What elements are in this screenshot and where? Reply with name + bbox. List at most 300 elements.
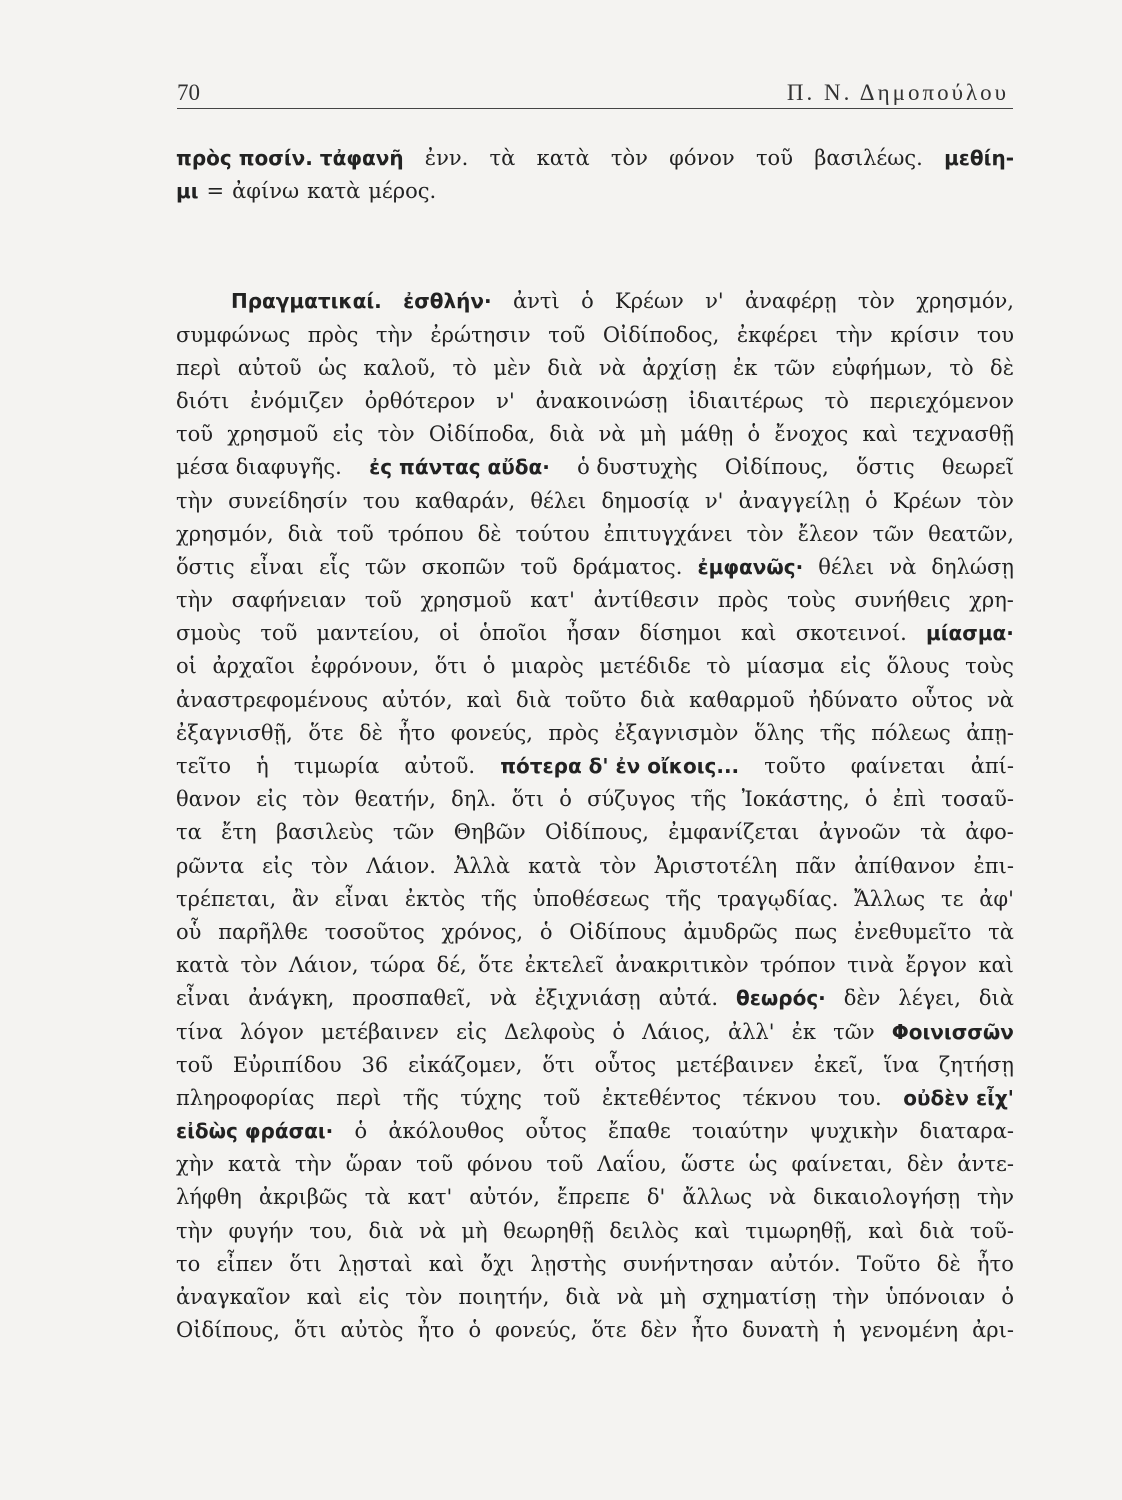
word: ἔργον	[905, 953, 967, 978]
word: Εὐριπίδου	[232, 1052, 342, 1077]
word: του	[362, 488, 400, 513]
word: φονεύς,	[450, 720, 533, 745]
word: θεωρηθῇ	[503, 1218, 594, 1243]
word: ἐκ	[791, 1019, 817, 1044]
word: διὰ	[640, 687, 676, 712]
lemma-term: Πραγματικαί.	[231, 289, 382, 314]
word: τοῦτο	[564, 687, 627, 712]
word: ὁ	[864, 787, 878, 812]
word: τὴν	[176, 588, 213, 613]
word: συνήντησαν	[622, 1251, 754, 1276]
word: δὲ	[477, 521, 502, 546]
word: τοὺς	[787, 588, 836, 613]
word: τὸν	[746, 521, 784, 546]
word: νὰ	[769, 1185, 796, 1210]
word: Λάιον,	[288, 953, 359, 978]
word: ἐκτελεῖ	[524, 953, 605, 978]
word: ἐκτεθέντος	[601, 1085, 722, 1110]
word: διότι	[176, 388, 230, 413]
word: διὰ	[919, 1218, 955, 1243]
word: τύχης	[460, 1085, 522, 1110]
word: τὴν	[294, 1152, 332, 1177]
word: κατὰ	[307, 179, 361, 204]
word: εἰς	[456, 1019, 487, 1044]
word: τῆς	[819, 720, 856, 745]
word: τὸ	[706, 654, 731, 679]
word: τοῦ	[755, 146, 793, 170]
word: τὸ	[824, 388, 849, 413]
word: τα	[176, 820, 202, 845]
word: τούτου	[515, 521, 590, 546]
word: θεατήν,	[354, 787, 436, 812]
word: τὸν	[610, 146, 648, 170]
word: ὁ	[1001, 1285, 1014, 1309]
word: τῆς	[402, 1085, 439, 1110]
word: μὴ	[659, 1285, 686, 1309]
word: ἐξαγνισθῇ,	[176, 720, 293, 745]
word: εὐφήμων,	[831, 355, 933, 380]
word: τοιαύτην	[691, 1119, 789, 1144]
word: Ἀριστοτέλη	[654, 853, 778, 878]
text-line	[176, 887, 1014, 920]
word: Κρέων	[892, 488, 962, 513]
word: ὡς	[748, 1152, 778, 1177]
word: ἦτο	[977, 1251, 1014, 1276]
word: ὅλους	[886, 654, 950, 679]
word: πρὸς	[717, 588, 769, 613]
word: λέγει,	[898, 986, 961, 1011]
word: διὰ	[978, 986, 1014, 1011]
word: γενομένη	[859, 1318, 959, 1343]
word: εἶναι	[249, 554, 304, 579]
word: του.	[838, 1085, 882, 1110]
word: τοσοῦτος	[324, 919, 425, 944]
word: συνήθεις	[854, 588, 951, 613]
word: ἐκ	[733, 355, 758, 380]
word: ὁποῖοι	[479, 621, 548, 646]
word: κατ'	[530, 588, 575, 613]
text-line	[176, 787, 1014, 820]
word: ἀναγκαῖον	[176, 1285, 291, 1309]
word: ἀναστρεφομένους	[176, 687, 369, 712]
text-line	[176, 146, 1014, 179]
word: λῃστὴς	[530, 1251, 607, 1276]
word: πως	[794, 919, 838, 944]
word: σμοὺς	[176, 621, 242, 646]
word: μέρος.	[368, 179, 437, 204]
word: τὴν	[176, 488, 213, 513]
word: τῆς	[665, 886, 702, 911]
word: ὅτι	[294, 1318, 327, 1343]
word: ὁ	[539, 919, 553, 944]
text-line	[176, 555, 1014, 588]
word: οὗ	[176, 919, 202, 944]
word: τὰ	[489, 146, 516, 170]
paragraph-gap	[176, 212, 1014, 289]
lemma-term: μι	[176, 179, 199, 204]
word: Οἰδίποδα,	[428, 422, 536, 447]
word: δίσημοι	[639, 621, 722, 646]
word: ἔπρεπε	[556, 1185, 630, 1210]
word: ἐφρόνουν,	[310, 654, 420, 679]
word: ὁ	[354, 1119, 368, 1144]
word: θανον	[176, 787, 241, 812]
word: ὅτε	[308, 720, 344, 745]
word: διαταρα-	[919, 1119, 1014, 1144]
word: δράματος.	[572, 554, 683, 579]
word: σύζυγος	[587, 787, 676, 812]
word: ὡς	[318, 355, 347, 380]
lemma-term: ἐς πάντας αὔδα·	[369, 455, 550, 480]
lemma-term: θεωρός·	[736, 986, 826, 1011]
word: φονεύς,	[495, 1318, 578, 1343]
word: Κρέων	[615, 289, 684, 314]
word: εἷς	[319, 554, 350, 579]
text-line	[176, 953, 1014, 986]
word: τὴν	[977, 1185, 1014, 1210]
word: οἱ	[439, 621, 460, 646]
word: ἔπαθε	[607, 1119, 671, 1144]
word: σκοτεινοί.	[795, 621, 907, 646]
word: εἶναι	[176, 986, 231, 1011]
word: νὰ	[489, 986, 517, 1011]
word: ἄλλως	[682, 1185, 753, 1210]
word: τῶν	[365, 554, 407, 579]
word: εἰς	[262, 853, 294, 878]
word: ἀφο-	[965, 820, 1014, 845]
word: ἦσαν	[566, 621, 621, 646]
text-line	[176, 986, 1014, 1019]
word: ἀντὶ	[512, 289, 560, 314]
word: εἰκάζομεν,	[408, 1052, 523, 1077]
word: χρόνος,	[441, 919, 524, 944]
word: ὥραν	[345, 1152, 403, 1177]
word: ν'	[705, 289, 724, 314]
word: αὐτόν,	[382, 687, 453, 712]
word: ἐπὶ	[892, 787, 927, 812]
word: ρῶντα	[176, 853, 245, 878]
word: τιμωρία	[293, 754, 380, 778]
word: τινὰ	[847, 953, 894, 978]
word: ὄχι	[480, 1251, 515, 1276]
word: ἐπι-	[973, 853, 1014, 878]
word: ὅτι	[289, 1251, 322, 1276]
word: τὰ	[920, 820, 946, 845]
word: μετέδιδε	[599, 654, 691, 679]
word: ἰδιαιτέρως	[688, 388, 804, 413]
word: σαφήνειαν	[231, 588, 347, 613]
word: θέλει	[818, 554, 875, 579]
word: δειλὸς	[609, 1218, 679, 1243]
word: ἐνόμιζεν	[250, 388, 344, 413]
word: δημοσίᾳ	[601, 488, 690, 513]
word: Λάιον.	[366, 853, 436, 878]
word: τὸν	[599, 853, 637, 878]
word: νὰ	[598, 422, 626, 447]
page-number: 70	[177, 80, 200, 105]
word: εἰς	[256, 787, 288, 812]
text-line	[176, 356, 1014, 389]
word: καὶ	[862, 422, 898, 447]
word: χρησμοῦ	[227, 422, 319, 447]
word: διὰ	[516, 687, 552, 712]
word: τοῦ	[543, 1085, 581, 1110]
word: ὥστε	[680, 1152, 735, 1177]
word: ἡ	[256, 754, 269, 778]
word: καὶ	[466, 687, 503, 712]
word: τὰ	[364, 1185, 391, 1210]
word: συνείδησίν	[228, 488, 348, 513]
word: 36	[361, 1052, 389, 1077]
word: διὰ	[549, 422, 585, 447]
word: καὶ	[694, 1218, 730, 1243]
word: συμφώνως	[176, 322, 291, 347]
word: ἀντίθεσιν	[593, 588, 700, 613]
word: ἐνεθυμεῖτο	[854, 919, 972, 944]
word: ἀλλ'	[727, 1019, 775, 1044]
word: οὗτος	[911, 687, 974, 712]
word: Οἰδίποδος,	[602, 322, 720, 347]
text-line	[176, 489, 1014, 522]
word: τε	[940, 886, 964, 911]
text-line	[176, 179, 1014, 212]
word: τὸν	[405, 1285, 443, 1309]
word: ὅλης	[753, 720, 805, 745]
word: ὁ	[865, 488, 878, 513]
word: ὁ	[747, 422, 761, 447]
word: δὲν	[640, 1318, 678, 1343]
word: τὸ	[949, 355, 974, 380]
word: =	[206, 179, 225, 204]
text-line	[176, 820, 1014, 853]
text-line	[176, 1152, 1014, 1185]
word: αὐτὸς	[340, 1318, 404, 1343]
author-name: Π. Ν. Δημοπούλου	[786, 80, 1009, 105]
word: καὶ	[978, 953, 1014, 978]
word: ἐξιχνιάσῃ	[534, 986, 641, 1011]
word: ὁ	[612, 1019, 626, 1044]
word: ὑπόνοιαν	[885, 1285, 986, 1309]
word: μαντείου,	[316, 621, 420, 646]
word: τῶν	[833, 1019, 875, 1044]
word: ἀναφέρῃ	[744, 289, 837, 314]
word: δηλ.	[451, 787, 497, 812]
word: τίνα	[176, 1019, 223, 1044]
word: Λάιος,	[642, 1019, 711, 1044]
word: βασιλέως.	[814, 146, 923, 170]
word: ἀρχίσῃ	[642, 355, 717, 380]
word: τὸν	[240, 953, 278, 978]
word: χρησμόν,	[916, 289, 1014, 314]
word: χρη-	[969, 588, 1014, 613]
word: ἀρι-	[972, 1318, 1014, 1343]
word: ὁ δυστυχὴς	[577, 455, 698, 480]
word: διὰ	[368, 1218, 404, 1243]
word: διὰ	[287, 521, 323, 546]
word: ἵνα	[883, 1052, 920, 1077]
word: διὰ	[565, 1285, 601, 1309]
word: καλοῦ,	[363, 355, 437, 380]
text-line	[176, 1119, 1014, 1152]
word: τεῖτο	[176, 754, 231, 778]
word: φόνον	[669, 146, 735, 170]
word: τρόπον	[759, 953, 836, 978]
text-line	[176, 588, 1014, 621]
word: βασιλεὺς	[275, 820, 374, 845]
word: ὅτι	[511, 787, 545, 812]
word: προσπαθεῖ,	[352, 986, 472, 1011]
text-line	[176, 1185, 1014, 1218]
word: δὲν	[906, 1152, 944, 1177]
text-line	[176, 1219, 1014, 1252]
word: τὴν	[832, 1285, 870, 1309]
word: Θηβῶν	[453, 820, 526, 845]
text-line	[176, 1086, 1014, 1119]
lemma-term: ἐμφανῶς·	[697, 554, 804, 579]
word: τρέπεται,	[176, 886, 277, 911]
word: περιεχόμενον	[869, 388, 1014, 413]
word: ἀκόλουθος	[388, 1119, 505, 1144]
running-head	[177, 74, 1013, 109]
word: Οἰδίπους,	[176, 1318, 280, 1343]
word: ν'	[704, 488, 724, 513]
word: ἀνακοινώσῃ	[535, 388, 668, 413]
text-line	[176, 455, 1014, 488]
text-line	[176, 1053, 1014, 1086]
word: ἀπίθανον	[854, 853, 956, 878]
lemma-term: πότερα δ' ἐν οἴκοις...	[500, 754, 740, 778]
word: ὀρθότερον	[364, 388, 476, 413]
word: οὗτος	[594, 1052, 657, 1077]
word: μετέβαινεν	[320, 1019, 439, 1044]
word: πρὸς	[307, 322, 359, 347]
word: καὶ	[306, 1285, 343, 1309]
word: ἀμυδρῶς	[683, 919, 778, 944]
word: αὐτόν.	[769, 1251, 841, 1276]
word: αὐτά.	[658, 986, 719, 1011]
word: εἰς	[840, 654, 871, 679]
word: δὲ	[990, 355, 1014, 380]
word: παρῆλθε	[218, 919, 308, 944]
word: τοῦ-	[969, 1218, 1014, 1243]
word: οὗτος	[525, 1119, 587, 1144]
text-line	[176, 621, 1014, 654]
word: τὸν	[311, 853, 349, 878]
word: ἐμφανίζεται	[668, 820, 800, 845]
word: περὶ	[176, 355, 222, 380]
word: ἔνοχος	[774, 422, 849, 447]
text-line	[176, 1285, 1014, 1318]
lemma-term: πρὸς ποσίν. τἀφανῆ	[176, 146, 404, 170]
text-line	[176, 721, 1014, 754]
word: ὁ	[482, 654, 496, 679]
word: ν'	[496, 388, 515, 413]
word: ἐρώτησιν	[430, 322, 531, 347]
word: εἶναι	[334, 886, 390, 911]
lemma-term: εἰδὼς φράσαι·	[176, 1119, 334, 1144]
word: φαίνεται	[850, 754, 946, 778]
word: περὶ	[336, 1085, 382, 1110]
word: ἔτη	[221, 820, 257, 845]
word: τῆς	[481, 886, 517, 911]
word: ἀρχαῖοι	[212, 654, 295, 679]
word: οἱ	[176, 654, 197, 679]
word: εἶπεν	[216, 1251, 274, 1276]
word: μὴ	[461, 1218, 488, 1243]
word: Δελφοὺς	[504, 1019, 596, 1044]
word: ἀναγγείλῃ	[738, 488, 850, 513]
word: καθαρμοῦ	[689, 687, 795, 712]
word: Ἀλλὰ	[454, 853, 511, 878]
word: ἐκφέρει	[736, 322, 819, 347]
word: ψυχικὴν	[809, 1119, 899, 1144]
word: καὶ	[741, 621, 777, 646]
word: λόγον	[239, 1019, 304, 1044]
word: νὰ	[986, 687, 1014, 712]
word: δὲ	[936, 1251, 961, 1276]
text-line	[176, 323, 1014, 356]
word: τῶν	[392, 820, 435, 845]
word: του,	[309, 1218, 353, 1243]
text-line	[176, 920, 1014, 953]
word: λῃσταὶ	[338, 1251, 413, 1276]
word: κατὰ	[227, 1152, 282, 1177]
word: χρησμοῦ	[420, 588, 512, 613]
word: σχηματίσῃ	[702, 1285, 817, 1309]
word: ὅτι	[434, 654, 468, 679]
word: μέσα διαφυγῆς.	[176, 455, 342, 480]
word: εἰς	[332, 422, 364, 447]
text-line	[176, 1252, 1014, 1285]
lemma-term: ἐσθλήν·	[403, 289, 492, 314]
text-line	[176, 522, 1014, 555]
word: δ'	[646, 1185, 666, 1210]
word: τὰ	[988, 919, 1014, 944]
word: τὴν	[375, 322, 413, 347]
word: χὴν	[176, 1152, 215, 1177]
word: τέκνου	[742, 1085, 817, 1110]
word: κατὰ	[536, 146, 590, 170]
word: τοῦ	[546, 1152, 584, 1177]
word: τοῦ	[176, 422, 214, 447]
text-line	[176, 754, 1014, 787]
word: κρίσιν	[890, 322, 960, 347]
word: τὴν	[176, 1218, 213, 1243]
word: δέ,	[436, 953, 467, 978]
word: Ἰοκάστης,	[741, 787, 850, 812]
lemma-term: μίασμα·	[926, 621, 1014, 646]
text-line	[176, 1020, 1014, 1053]
word: τὴν	[835, 322, 873, 347]
word: δηλώσῃ	[931, 554, 1014, 579]
word: ἀνάγκη,	[248, 986, 335, 1011]
word: ὁ	[468, 1318, 482, 1343]
word: χρησμόν,	[176, 521, 274, 546]
word: ἀπί-	[970, 754, 1014, 778]
word: ἐνν.	[424, 146, 469, 170]
word: το	[176, 1251, 201, 1276]
word: καὶ	[428, 1251, 465, 1276]
text-line	[176, 654, 1014, 687]
word: τιμωρηθῇ,	[745, 1218, 853, 1243]
word: τὸν	[377, 422, 415, 447]
word: τοῦ	[336, 521, 374, 546]
word: τοῦ	[520, 554, 558, 579]
word: Τοῦτο	[856, 1251, 921, 1276]
word: καὶ	[868, 1218, 904, 1243]
word: θεατῶν,	[928, 521, 1014, 546]
word: ὅστις	[856, 455, 915, 480]
